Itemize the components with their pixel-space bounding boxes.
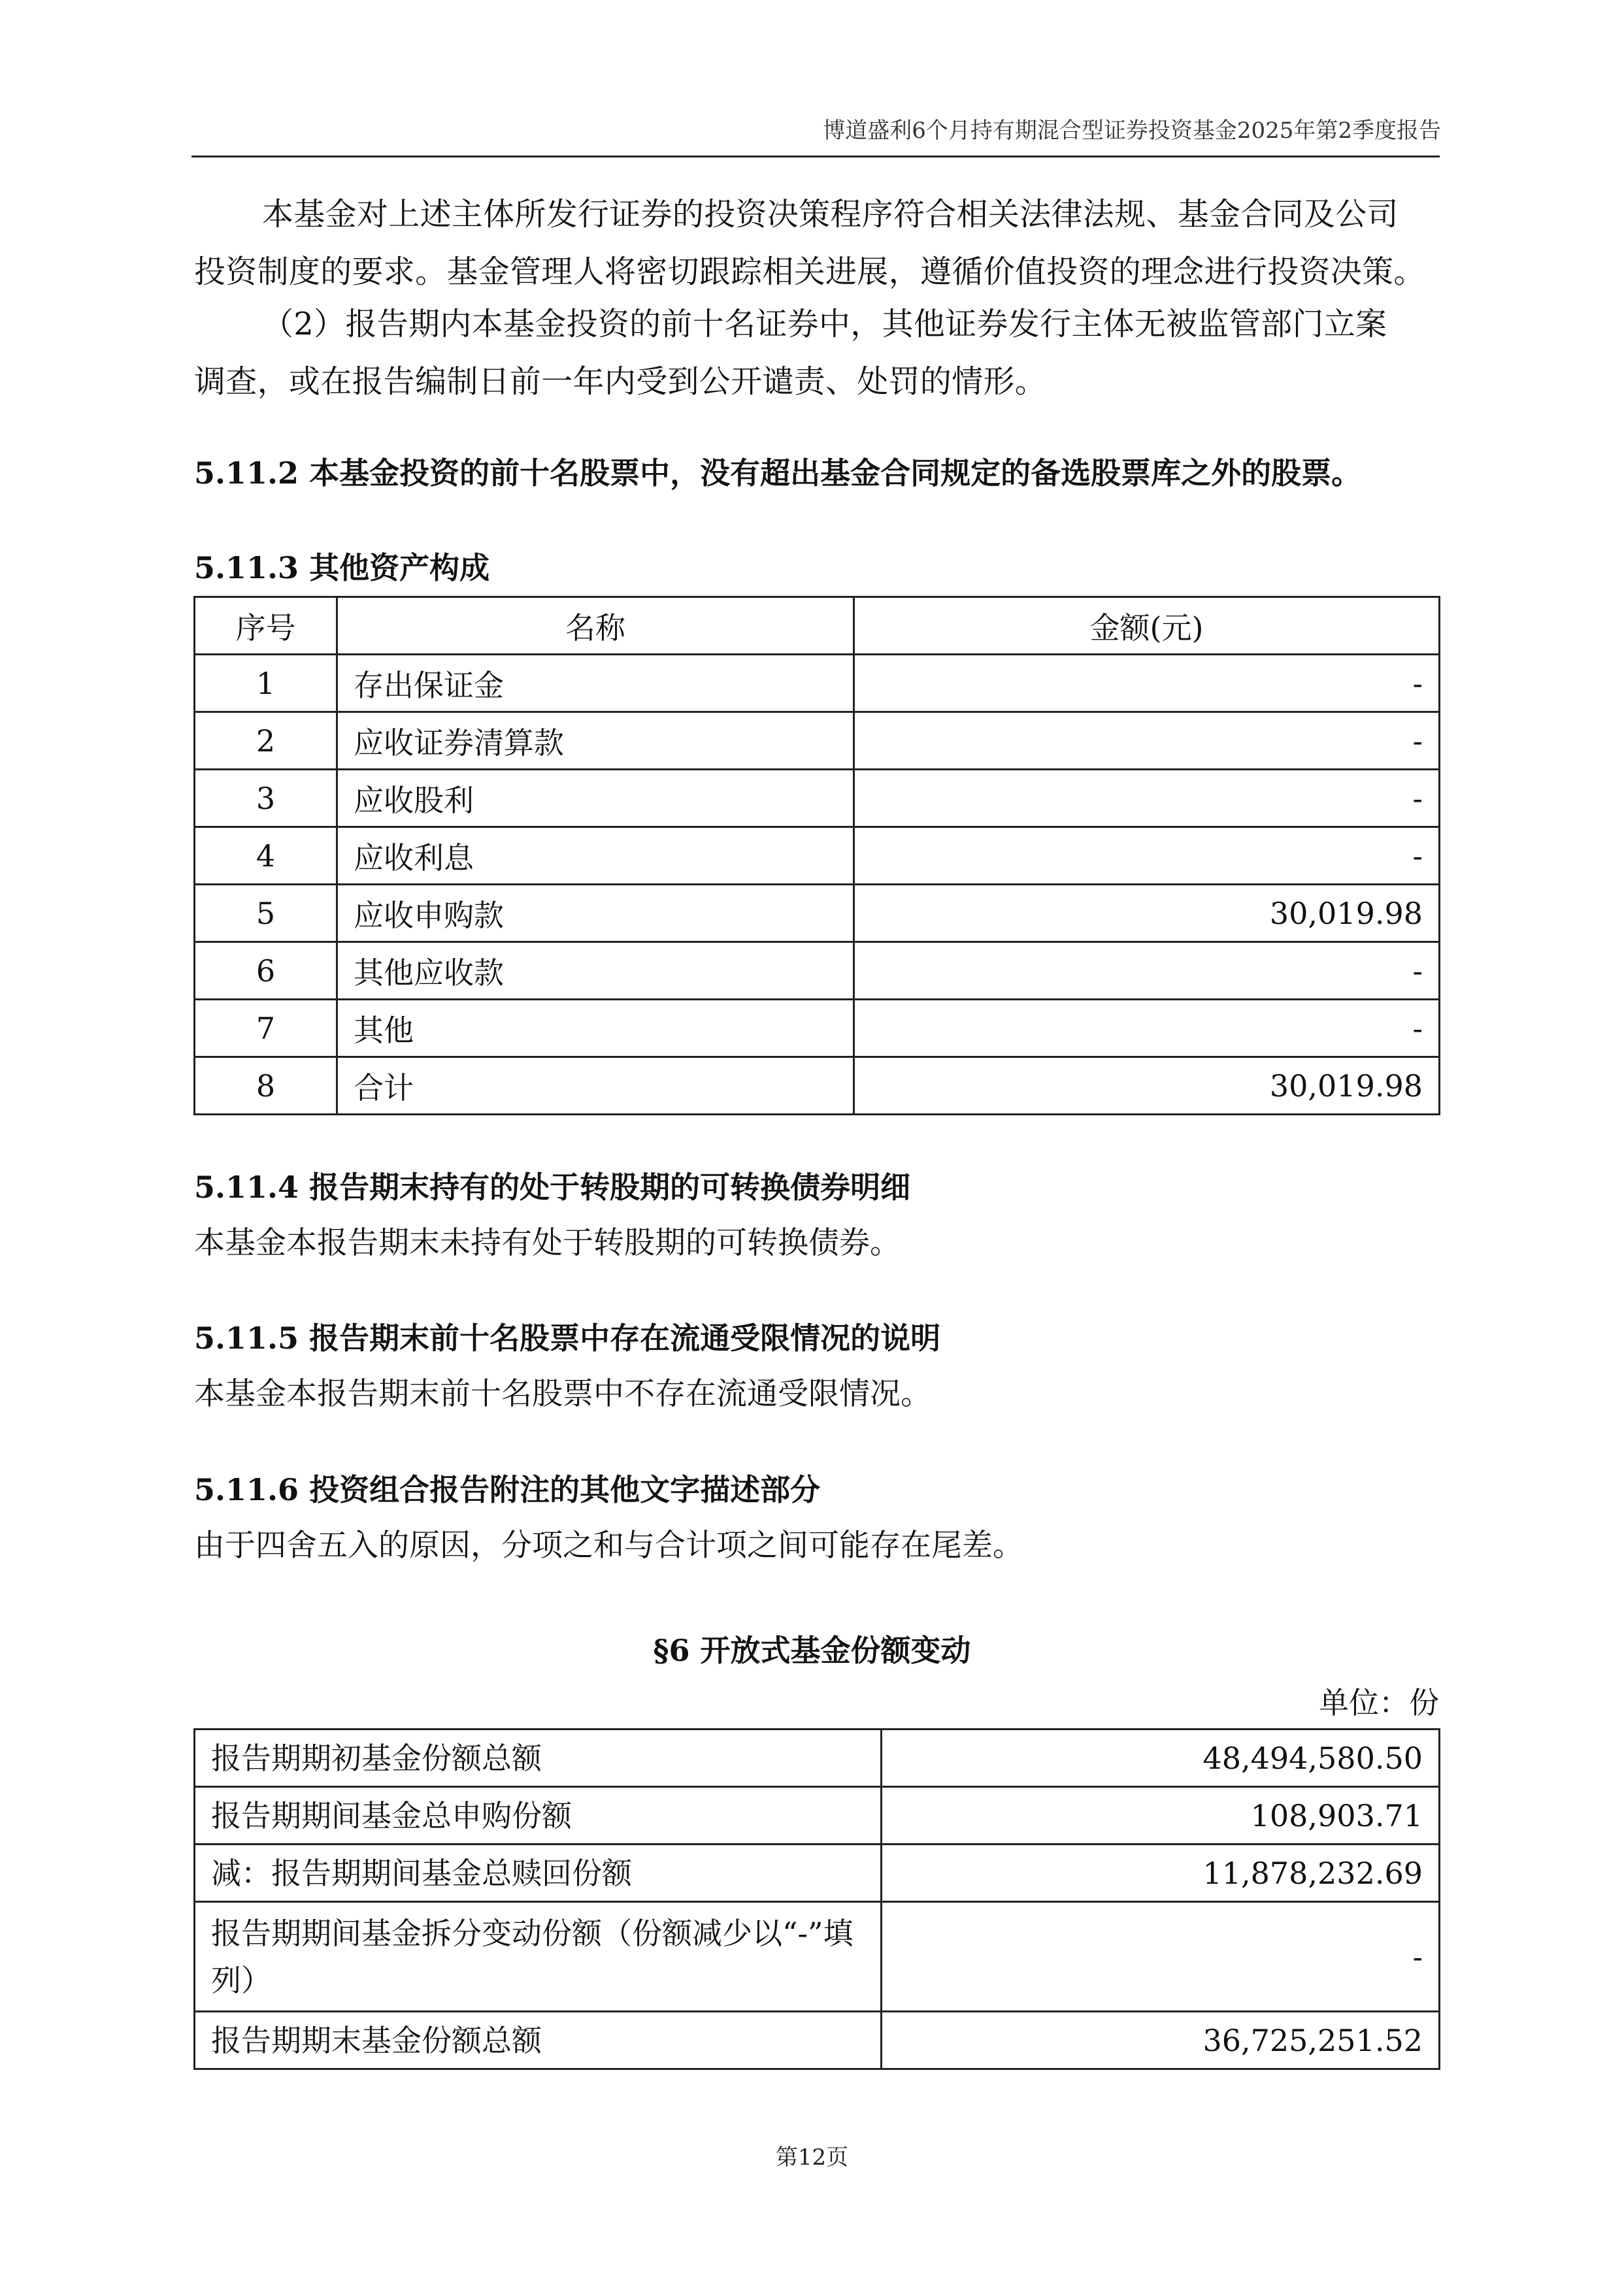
column-header-name: 名称 [337,597,854,655]
row-label: 减：报告期期间基金总赎回份额 [195,1845,882,1902]
row-value: 11,878,232.69 [882,1845,1440,1902]
row-value: - [882,1902,1440,2012]
row-name: 应收利息 [337,827,854,885]
row-value: 36,725,251.52 [882,2012,1440,2069]
table-row [195,1787,1440,1845]
header-divider [191,156,1440,157]
table-row [195,1902,1440,2012]
table-row [195,2012,1440,2069]
row-amount: - [854,770,1440,827]
table-row [195,1057,1440,1115]
fund-share-change-table [193,1728,1440,2070]
row-name: 合计 [337,1057,854,1115]
intro-paragraph-1-line-1: 本基金对上述主体所发行证券的投资决策程序符合相关法律法规、基金合同及公司 [262,196,1399,233]
row-amount: 30,019.98 [854,885,1440,942]
column-header-no: 序号 [195,597,337,655]
row-label: 报告期期初基金份额总额 [195,1730,882,1787]
row-label: 报告期期末基金份额总额 [195,2012,882,2069]
intro-paragraph-2-line-2: 调查，或在报告编制日前一年内受到公开谴责、处罚的情形。 [194,363,1047,400]
section-5-11-6-text: 由于四舍五入的原因，分项之和与合计项之间可能存在尾差。 [194,1528,1023,1564]
row-name: 其他应收款 [337,942,854,1000]
row-amount: - [854,827,1440,885]
row-amount: - [854,655,1440,712]
row-value: 108,903.71 [882,1787,1440,1845]
row-no: 2 [195,712,337,770]
row-name: 应收申购款 [337,885,854,942]
page-number: 第12页 [775,2144,849,2171]
row-label: 报告期期间基金拆分变动份额（份额减少以“-”填列） [195,1902,882,2012]
row-no: 1 [195,655,337,712]
row-name: 应收股利 [337,770,854,827]
table-row [195,827,1440,885]
row-amount: - [854,712,1440,770]
row-no: 3 [195,770,337,827]
section-5-11-2-heading: 5.11.2 本基金投资的前十名股票中，没有超出基金合同规定的备选股票库之外的股票。 [194,455,1362,491]
section-5-11-6-heading: 5.11.6 投资组合报告附注的其他文字描述部分 [194,1472,821,1507]
table-row [195,885,1440,942]
row-no: 8 [195,1057,337,1115]
row-no: 6 [195,942,337,1000]
section-5-11-4-heading: 5.11.4 报告期末持有的处于转股期的可转换债券明细 [194,1170,911,1205]
intro-paragraph-1-line-2: 投资制度的要求。基金管理人将密切跟踪相关进展，遵循价值投资的理念进行投资决策。 [194,254,1425,290]
unit-label: 单位：份 [1319,1685,1439,1720]
row-no: 4 [195,827,337,885]
row-amount: - [854,1000,1440,1057]
row-name: 存出保证金 [337,655,854,712]
table-row [195,1000,1440,1057]
intro-paragraph-1 [194,186,1439,301]
row-no: 5 [195,885,337,942]
report-header-title: 博道盛利6个月持有期混合型证券投资基金2025年第2季度报告 [823,118,1441,144]
section-5-11-4-text: 本基金本报告期末未持有处于转股期的可转换债券。 [194,1225,901,1261]
other-assets-table [193,596,1440,1115]
row-no: 7 [195,1000,337,1057]
row-name: 应收证券清算款 [337,712,854,770]
table-row [195,1730,1440,1787]
section-5-11-5-text: 本基金本报告期末前十名股票中不存在流通受限情况。 [194,1376,931,1412]
table-row [195,655,1440,712]
row-name: 其他 [337,1000,854,1057]
row-value: 48,494,580.50 [882,1730,1440,1787]
table-header-row [195,597,1440,655]
section-5-11-5-heading: 5.11.5 报告期末前十名股票中存在流通受限情况的说明 [194,1320,941,1356]
row-amount: 30,019.98 [854,1057,1440,1115]
column-header-amount: 金额(元) [854,597,1440,655]
row-amount: - [854,942,1440,1000]
intro-paragraph-2 [194,295,1439,410]
table-row [195,712,1440,770]
table-row [195,942,1440,1000]
row-label: 报告期期间基金总申购份额 [195,1787,882,1845]
section-6-title: §6 开放式基金份额变动 [653,1633,971,1668]
section-5-11-3-heading: 5.11.3 其他资产构成 [194,550,490,585]
table-row [195,1845,1440,1902]
intro-paragraph-2-line-1: （2）报告期内本基金投资的前十名证券中，其他证券发行主体无被监管部门立案 [262,306,1387,342]
table-row [195,770,1440,827]
